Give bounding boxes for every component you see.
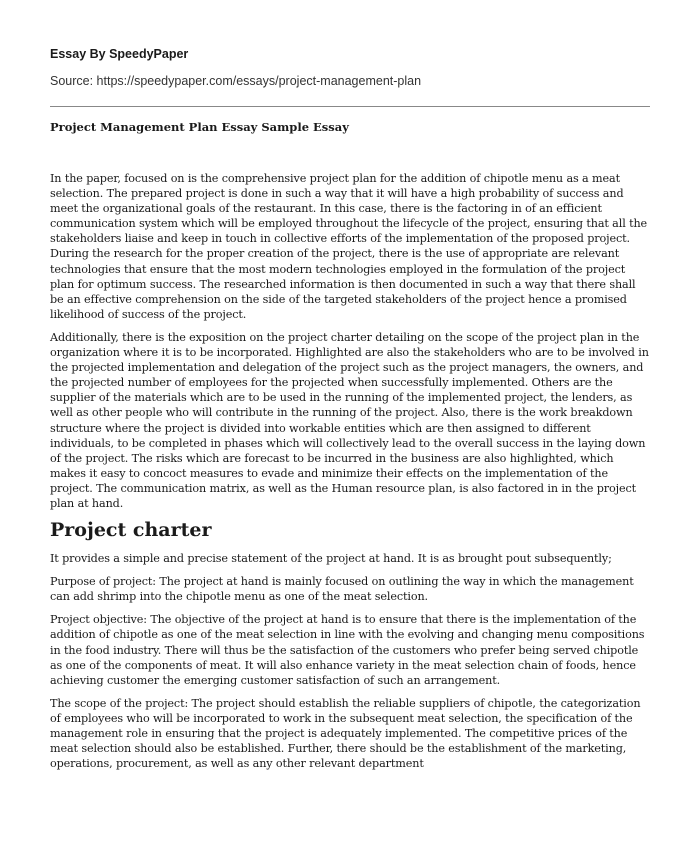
source-line: Source: https://speedypaper.com/essays/project-management-plan (50, 74, 422, 88)
essay-title: Project Management Plan Essay Sample Essay (50, 120, 349, 134)
objective-paragraph: Project objective: The objective of the project at hand is to ensure that there is the implementation of the addition of chipotle as one of the meat selection in line with the evolving and changing menu compositions in the food industry. There will thus be the satisfaction of the customers who prefer being served chipotle as one of the components of meat. It will also enhance variety in the meat selection chain of foods, hence achieving customer the emerging customer satisfaction of such an arrangement. (50, 613, 645, 687)
body-paragraph-2: Additionally, there is the exposition on the project charter detailing on the scope of the project plan in the organization where it is to be incorporated. Highlighted are also the stakeholders who are to be involved in the projected implementation and delegation of the project such as the project managers, the owners, and the projected number of employees for the projected when successfully implemented. Others are the supplier of the materials which are to be used in the running of the implemented project, the lenders, as well as other people who will contribute in the running of the project. Also, there is the work breakdown structure where the project is divided into workable entities which are then assigned to different individuals, to be completed in phases which will collectively lead to the overall success in the laying down of the project. The risks which are forecast to be incurred in the business are also highlighted, which makes it easy to concoct measures to evade and minimize their effects on the implementation of the project. The communication matrix, as well as the Human resource plan, is also factored in in the project plan at hand. (50, 330, 649, 510)
charter-intro-paragraph: It provides a simple and precise statement of the project at hand. It is as brought pout subsequently; (50, 552, 612, 566)
brand-header: Essay By SpeedyPaper (50, 47, 189, 61)
essay-body (50, 171, 650, 779)
purpose-paragraph: Purpose of project: The project at hand is mainly focused on outlining the way in which the management can add shrimp into the chipotle menu as one of the meat selection. (50, 575, 634, 604)
section-heading-project-charter: Project charter (50, 519, 212, 542)
header-divider (50, 106, 650, 107)
body-paragraph-1: In the paper, focused on is the comprehensive project plan for the addition of chipotle menu as a meat selection. The prepared project is done in such a way that it will have a high probability of success and meet the organizational goals of the restaurant. In this case, there is the factoring in of an efficient communication system which will be employed throughout the lifecycle of the project, ensuring that all the stakeholders liaise and keep in touch in collective efforts of the implementation of the proposed project. During the research for the proper creation of the project, there is the use of appropriate are relevant technologies that ensure that the most modern technologies employed in the formulation of the project plan for optimum success. The researched information is then documented in such a way that there shall be an effective comprehension on the side of the targeted stakeholders of the project hence a promised likelihood of success of the project. (50, 172, 648, 321)
scope-paragraph: The scope of the project: The project should establish the reliable suppliers of chipotle, the categorization of employees who will be incorporated to work in the subsequent meat selection, the specification of the management role in ensuring that the project is adequately implemented. The competitive prices of the meat selection should also be established. Further, there should be the establishment of the marketing, operations, procurement, as well as any other relevant department (50, 696, 641, 771)
